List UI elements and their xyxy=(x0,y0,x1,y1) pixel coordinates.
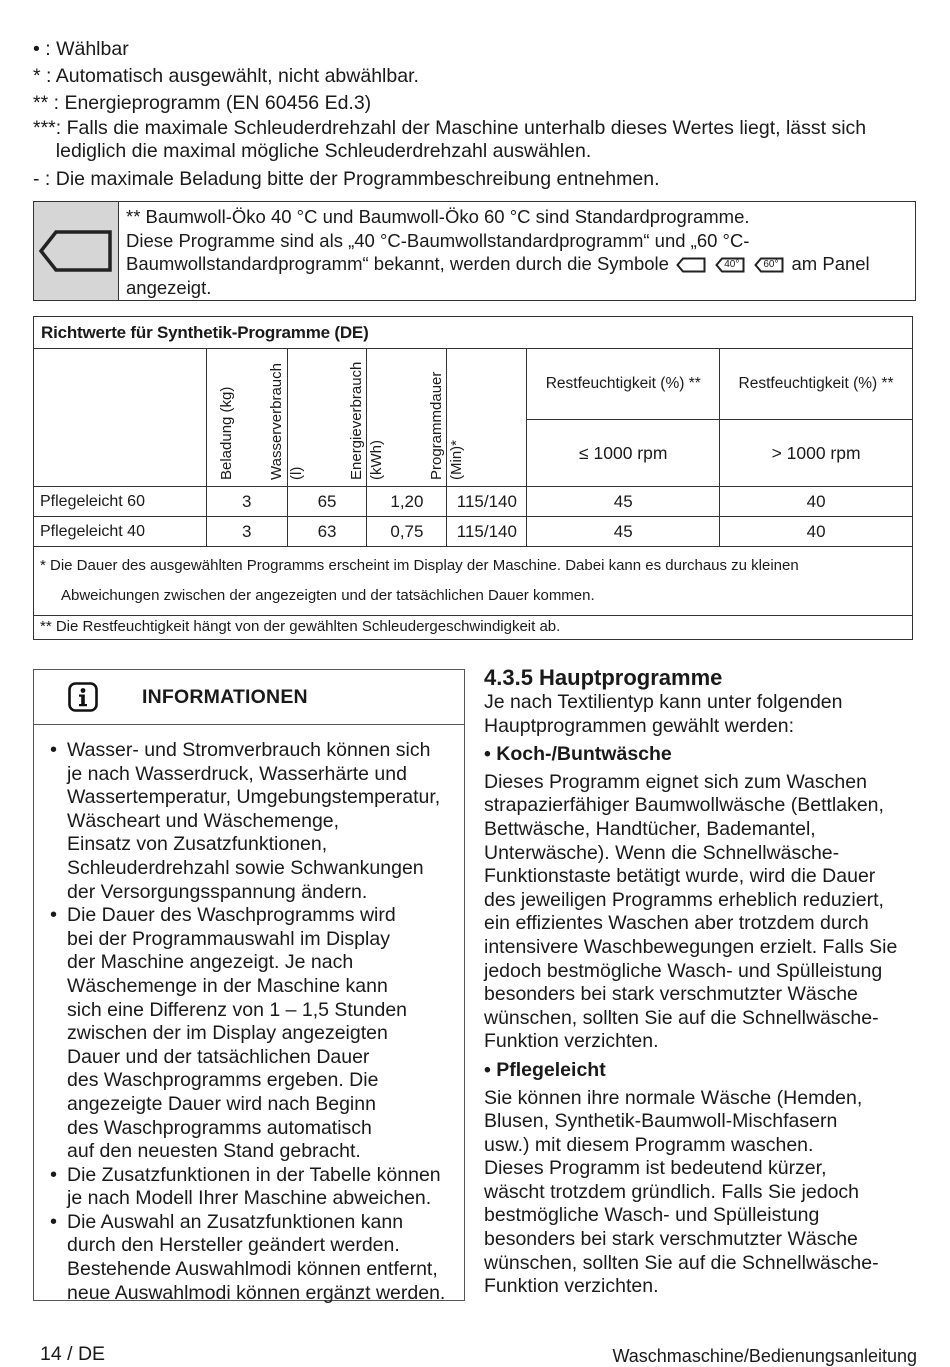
row-energy: 0,75 xyxy=(367,517,447,547)
note-line-1: ** Baumwoll-Öko 40 °C und Baumwoll-Öko 60 °C sind Standardprogramme. xyxy=(126,206,750,227)
list-item-text: Die Zusatzfunktionen in der Tabelle können je nach Modell Ihrer Maschine abweichen. xyxy=(67,1163,441,1210)
col-header-residual-b: Restfeuchtigkeit (%) ** xyxy=(720,349,913,420)
col-header-energy-unit: (kWh) xyxy=(367,440,385,480)
table-footnote-duration xyxy=(34,547,913,616)
information-heading: INFORMATIONEN xyxy=(142,685,308,708)
legend-text: : Wählbar xyxy=(45,38,129,60)
row-residual-b: 40 xyxy=(720,517,913,547)
page-number: 14 / DE xyxy=(40,1343,106,1365)
row-load: 3 xyxy=(206,487,287,517)
note-icon-cell xyxy=(34,202,119,300)
col-header-water-text: Wasserverbrauch xyxy=(268,363,286,480)
paragraph-easy-care: Sie können ihre normale Wäsche (Hemden, Blusen, Synthetik-Baumwoll-Mischfasern usw.) mit diesem Programm waschen. Dieses Programm ist bedeutend kürzer, wäscht trotzdem gründlich. Falls Sie jedoch bestmögliche Wasch- und Spülleistung besonders bei stark verschmutzter Wäsche wünschen, sollten Sie auf die Schnellwäsche- Funktion verzichten. xyxy=(484,1086,879,1298)
list-item-text: Die Dauer des Waschprogramms wird bei der Programmauswahl im Display der Maschine angezeigt. Je nach Wäschemenge in der Maschine kann sich eine Differenz von 1 – 1,5 Stunden zwischen der im Display angezeigten Dauer und der tatsächlichen Dauer des Waschprogramms ergeben. Die angezeigte Dauer wird nach Beginn des Waschprogramms automatisch auf den neuesten Stand gebracht. xyxy=(67,904,408,1163)
col-header-water-unit: (l) xyxy=(288,466,306,480)
legend-symbol: ** xyxy=(33,92,54,114)
note-line-2a: Diese Programme sind als „40 °C-Baumwollstandardprogramm“ und „60 °C-Baumwollstandardprogramm“ bekannt, werden durch die Symbole xyxy=(126,229,750,274)
row-water: 65 xyxy=(287,487,367,517)
row-duration: 115/140 xyxy=(447,487,527,517)
legend-text: : Falls die maximale Schleuderdrehzahl der Maschine unterhalb dieses Wertes liegt, lässt sich lediglich die maximal mögliche Schleuderdrehzahl auswählen. xyxy=(55,117,867,162)
section-heading: 4.3.5 Hauptprogramme xyxy=(484,665,723,690)
col-header-residual-a: Restfeuchtigkeit (%) ** xyxy=(527,349,720,420)
row-water: 63 xyxy=(287,517,367,547)
footnote-duration-line-1: * Die Dauer des ausgewählten Programms erscheint im Display der Maschine. Dabei kann es durchaus zu kleinen xyxy=(40,557,799,574)
row-load: 3 xyxy=(206,517,287,547)
legend-symbol: *** xyxy=(33,117,56,139)
main-programs-section xyxy=(484,665,924,1299)
note-line-2b: am Panel angezeigt. xyxy=(126,253,870,298)
table-footnote-residual: ** Die Restfeuchtigkeit hängt von der gewählten Schleudergeschwindigkeit ab. xyxy=(34,616,913,640)
cotton-eco-40-label: 40° xyxy=(724,259,740,271)
col-header-duration-unit: (Min)* xyxy=(447,440,465,480)
list-item-text: Die Auswahl an Zusatzfunktionen kann durch den Hersteller geändert werden. Bestehende Auswahlmodi können entfernt, neue Auswahlmodi können ergänzt werden. xyxy=(67,1210,446,1304)
subheading-easy-care: • Pflegeleicht xyxy=(484,1058,606,1081)
col-header-duration xyxy=(427,349,527,487)
row-residual-a: 45 xyxy=(527,487,720,517)
row-residual-a: 45 xyxy=(527,517,720,547)
legend-row xyxy=(33,166,918,193)
bullet-icon: • xyxy=(50,739,58,761)
legend-symbol: • xyxy=(33,38,46,60)
legend-symbol: - xyxy=(33,168,45,190)
row-program: Pflegeleicht 40 xyxy=(34,517,207,547)
legend-text: : Die maximale Beladung bitte der Programmbeschreibung entnehmen. xyxy=(44,168,660,190)
col-header-energy-text: Energieverbrauch xyxy=(347,361,365,480)
table-row xyxy=(34,517,913,547)
row-program: Pflegeleicht 60 xyxy=(34,487,207,517)
cotton-eco-60-icon xyxy=(754,257,784,273)
cotton-eco-tag-icon xyxy=(38,229,114,273)
legend-row xyxy=(33,36,918,63)
table-title-row xyxy=(34,317,913,349)
subheading-cotton: • Koch-/Buntwäsche xyxy=(484,743,672,766)
rpm-high: > 1000 rpm xyxy=(720,420,913,487)
table-header-empty xyxy=(34,349,207,487)
note-text xyxy=(119,202,915,300)
list-item xyxy=(50,739,464,904)
paragraph-cotton: Dieses Programm eignet sich zum Waschen strapazierfähiger Baumwollwäsche (Bettlaken, Bettwäsche, Handtücher, Bademantel, Unterwäsche). Wenn die Schnellwäsche- Funktionstaste betätigt wurde, wird die Dauer des jeweiligen Programms erheblich reduziert, ein effizientes Waschen aber trotzdem durch intensivere Waschbewegungen erzielt. Falls Sie jedoch bestmögliche Wasch- und Spülleistung besonders bei stark verschmutzter Wäsche wünschen, sollten Sie auf die Schnellwäsche- Funktion verzichten. xyxy=(484,770,898,1053)
legend-row xyxy=(33,63,918,90)
legend-row xyxy=(33,117,918,163)
bullet-icon: • xyxy=(50,1163,58,1186)
table-footnote-row xyxy=(34,616,913,640)
list-item-text: Wasser- und Stromverbrauch können sich je nach Wasserdruck, Wasserhärte und Wassertemperatur, Umgebungstemperatur, Wäscheart und Wäschemenge, Einsatz von Zusatzfunktionen, Schleuderdrehzahl sowie Schwankungen der Versorgungsspannung ändern. xyxy=(67,739,441,903)
information-box xyxy=(33,669,465,1304)
table-row xyxy=(34,487,913,517)
information-list xyxy=(34,739,464,1305)
synthetics-reference-table xyxy=(33,316,913,640)
legend-symbol: * xyxy=(33,65,47,87)
row-energy: 1,20 xyxy=(367,487,447,517)
legend-text: : Energieprogramm (EN 60456 Ed.3) xyxy=(53,92,372,114)
table-footnote-row xyxy=(34,547,913,616)
document-title: Waschmaschine/Bedienungsanleitung xyxy=(612,1346,917,1366)
col-header-load-text: Beladung (kg) xyxy=(217,386,235,480)
table-header-row xyxy=(34,349,913,420)
standard-program-note xyxy=(33,201,916,301)
note-line-2 xyxy=(126,229,915,300)
bullet-icon: • xyxy=(50,904,58,927)
list-item xyxy=(50,1211,464,1305)
legend-text: : Automatisch ausgewählt, nicht abwählbar. xyxy=(46,65,419,87)
list-item xyxy=(50,1164,464,1211)
legend-list xyxy=(33,36,918,193)
cotton-eco-symbol-icon xyxy=(676,257,706,273)
list-item xyxy=(50,904,464,1164)
information-header xyxy=(34,670,464,725)
rpm-low: ≤ 1000 rpm xyxy=(527,420,720,487)
info-icon xyxy=(68,682,98,712)
row-residual-b: 40 xyxy=(720,487,913,517)
row-duration: 115/140 xyxy=(447,517,527,547)
cotton-eco-40-icon xyxy=(715,257,745,273)
col-header-duration-text: Programmdauer xyxy=(427,371,445,480)
table-title: Richtwerte für Synthetik-Programme (DE) xyxy=(34,317,913,349)
legend-row xyxy=(33,90,918,117)
section-intro: Je nach Textilientyp kann unter folgenden Hauptprogrammen gewählt werden: xyxy=(484,691,843,737)
cotton-eco-60-label: 60° xyxy=(763,259,779,271)
footnote-duration-line-2: Abweichungen zwischen der angezeigten und der tatsächlichen Dauer kommen. xyxy=(61,587,595,604)
bullet-icon: • xyxy=(50,1210,58,1233)
